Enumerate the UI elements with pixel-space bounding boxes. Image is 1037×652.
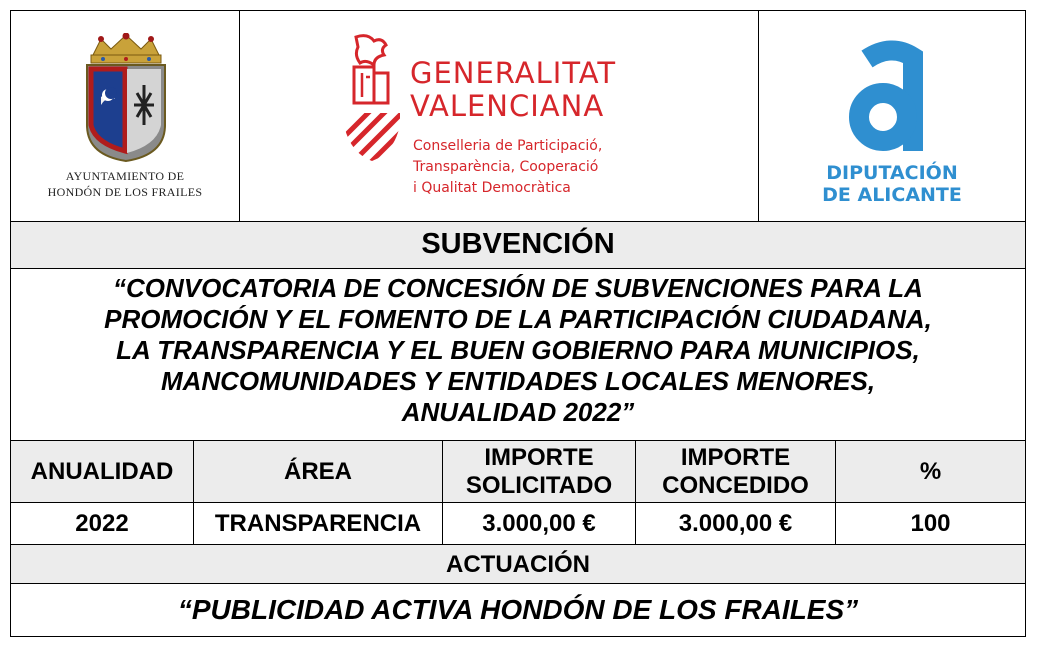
subvencion-row	[11, 222, 1025, 269]
diputacion-logo-cell	[759, 11, 1025, 221]
logos-row	[11, 11, 1025, 222]
diputacion-name-line1: DIPUTACIÓN	[826, 162, 958, 184]
header-solicitado-line2: SOLICITADO	[465, 471, 613, 499]
ayuntamiento-name-line1: AYUNTAMIENTO DE	[65, 169, 185, 183]
generalitat-conselleria-line1: Conselleria de Participació,	[413, 138, 603, 154]
header-concedido-line1: IMPORTE	[680, 443, 791, 471]
document-frame	[10, 10, 1026, 637]
header-area: ÁREA	[194, 441, 443, 502]
generalitat-logo-cell	[240, 11, 759, 221]
convocatoria-line1: “CONVOCATORIA DE CONCESIÓN DE SUBVENCIONES PARA LA	[113, 273, 923, 303]
ayuntamiento-coat-of-arms-icon	[81, 33, 171, 163]
convocatoria-row	[11, 269, 1025, 441]
header-importe-concedido	[636, 441, 836, 502]
value-area: TRANSPARENCIA	[194, 503, 443, 544]
generalitat-conselleria-line3: i Qualitat Democràtica	[413, 180, 571, 196]
actuacion-value-row	[11, 584, 1025, 636]
generalitat-conselleria-line2: Transparència, Cooperació	[413, 159, 599, 175]
ayuntamiento-logo-cell	[11, 11, 240, 221]
convocatoria-line4: MANCOMUNIDADES Y ENTIDADES LOCALES MENORES,	[160, 366, 876, 396]
actuacion-label: ACTUACIÓN	[446, 551, 590, 578]
value-importe-solicitado: 3.000,00 €	[443, 503, 636, 544]
generalitat-title-line2: VALENCIANA	[410, 89, 605, 123]
subvencion-title: SUBVENCIÓN	[421, 228, 615, 260]
value-anualidad: 2022	[11, 503, 194, 544]
header-concedido-line2: CONCEDIDO	[662, 471, 809, 499]
generalitat-title-line1: GENERALITAT	[410, 56, 617, 90]
convocatoria-line5: ANUALIDAD 2022”	[401, 397, 635, 427]
table-row	[11, 503, 1025, 545]
convocatoria-text	[11, 273, 1025, 428]
header-solicitado-line1: IMPORTE	[484, 443, 594, 471]
convocatoria-line3: LA TRANSPARENCIA Y EL BUEN GOBIERNO PARA MUNICIPIOS,	[116, 335, 920, 365]
actuacion-label-row	[11, 545, 1025, 584]
actuacion-value: “PUBLICIDAD ACTIVA HONDÓN DE LOS FRAILES”	[177, 594, 859, 625]
value-importe-concedido: 3.000,00 €	[636, 503, 836, 544]
convocatoria-line2: PROMOCIÓN Y EL FOMENTO DE LA PARTICIPACIÓN CIUDADANA,	[104, 304, 932, 334]
diputacion-logo-a-icon	[837, 39, 947, 154]
diputacion-name-line2: DE ALICANTE	[822, 184, 962, 206]
header-anualidad: ANUALIDAD	[11, 441, 194, 502]
ayuntamiento-name-line2: HONDÓN DE LOS FRAILES	[47, 185, 203, 199]
value-porcentaje: 100	[910, 509, 951, 537]
generalitat-emblem-icon	[340, 33, 404, 163]
header-importe-solicitado	[443, 441, 636, 502]
header-porcentaje: %	[919, 457, 942, 485]
table-header-row	[11, 441, 1025, 503]
